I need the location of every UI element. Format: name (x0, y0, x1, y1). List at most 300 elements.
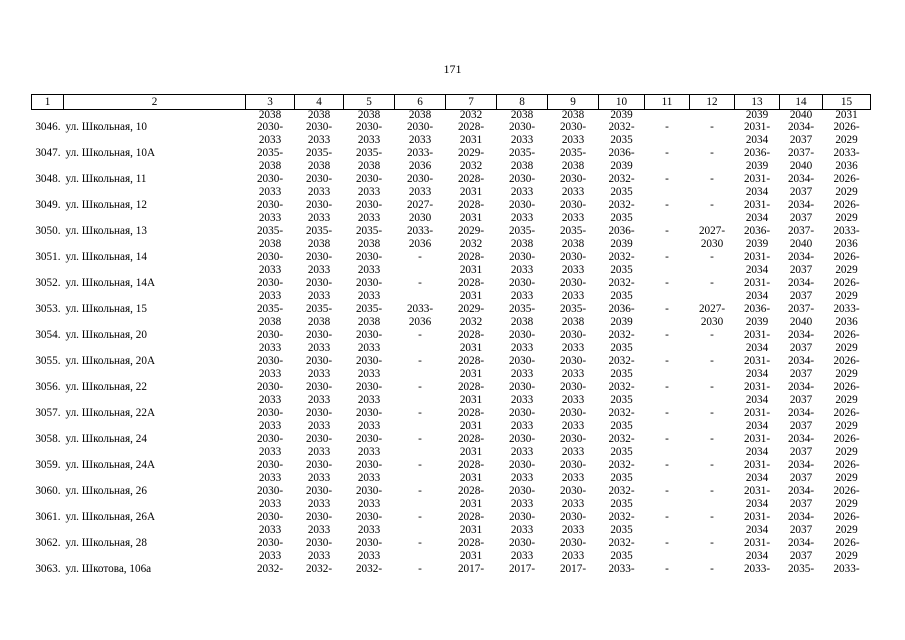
period-end-cell: 2033 (510, 394, 534, 406)
table-row-continuation (32, 134, 871, 147)
period-end-cell: 2033 (510, 342, 534, 354)
period-end-cell: 2031 (459, 472, 483, 484)
period-start-cell: 2037- (787, 147, 815, 159)
continuation-cell: 2039 (610, 109, 633, 121)
period-start-cell: 2034- (787, 407, 815, 419)
period-start-cell: 2035- (355, 303, 383, 315)
period-end-cell: 2038 (561, 316, 585, 328)
period-end-cell: 2034 (745, 290, 769, 302)
period-start-cell: - (710, 147, 714, 159)
period-start-cell: 2030- (355, 277, 383, 289)
period-start-cell: 2030- (305, 407, 333, 419)
period-end-cell: 2033 (357, 134, 381, 146)
period-start-cell: 2030- (256, 251, 284, 263)
period-end-cell: 2033 (561, 342, 585, 354)
table-row (32, 199, 871, 212)
period-start-cell: 2030- (406, 173, 434, 185)
period-start-cell: 2030- (559, 355, 587, 367)
period-end-cell: 2033 (357, 498, 381, 510)
period-start-cell: - (665, 303, 669, 315)
period-end-cell (645, 498, 690, 511)
period-start-cell: 2030- (508, 199, 536, 211)
period-end-cell: 2040 (789, 238, 813, 250)
period-start-cell: - (418, 407, 422, 419)
period-start-cell: 2028- (457, 381, 485, 393)
period-end-cell: 2029 (835, 186, 858, 198)
period-end-cell: 2039 (745, 316, 769, 328)
period-end-cell: 2033 (510, 524, 534, 536)
period-start-cell: 2030- (559, 199, 587, 211)
period-start-cell: 2030- (355, 511, 383, 523)
period-start-cell: 2034- (787, 537, 815, 549)
period-end-cell: 2032 (459, 238, 483, 250)
empty-cell (32, 498, 64, 511)
period-end-cell: 2031 (459, 524, 483, 536)
period-end-cell: 2037 (789, 550, 813, 562)
period-end-cell: 2033 (357, 446, 381, 458)
period-start-cell: 2030- (256, 433, 284, 445)
period-start-cell: 2033- (743, 563, 771, 575)
period-end-cell: 2038 (357, 238, 381, 250)
period-start-cell: 2030- (355, 537, 383, 549)
period-start-cell: 2035- (305, 225, 333, 237)
period-end-cell: 2031 (459, 394, 483, 406)
period-end-cell: 2037 (789, 524, 813, 536)
period-end-cell: 2033 (307, 550, 331, 562)
period-start-cell: - (665, 329, 669, 341)
period-start-cell: - (665, 225, 669, 237)
period-start-cell: 2032- (608, 485, 635, 497)
period-start-cell: 2027- (698, 225, 726, 237)
period-end-cell: 2033 (307, 264, 331, 276)
period-start-cell: 2030- (559, 251, 587, 263)
period-end-cell: 2029 (835, 550, 858, 562)
period-end-cell (395, 368, 446, 381)
column-header-5: 5 (344, 95, 395, 110)
period-start-cell: 2031- (743, 251, 771, 263)
period-start-cell: 2035- (559, 225, 587, 237)
period-start-cell: 2030- (305, 199, 333, 211)
period-end-cell: 2033 (561, 498, 585, 510)
period-end-cell: 2029 (835, 134, 858, 146)
period-start-cell: 2030- (508, 407, 536, 419)
period-start-cell: 2037- (787, 303, 815, 315)
period-end-cell: 2034 (745, 186, 769, 198)
period-start-cell: 2035- (305, 303, 333, 315)
column-header-3: 3 (246, 95, 295, 110)
period-start-cell: 2028- (457, 537, 485, 549)
period-start-cell: 2031- (743, 485, 771, 497)
period-end-cell: 2037 (789, 342, 813, 354)
period-end-cell (645, 342, 690, 355)
period-end-cell: 2033 (510, 446, 534, 458)
period-start-cell: 2026- (833, 537, 860, 549)
period-end-cell: 2037 (789, 290, 813, 302)
period-end-cell: 2033 (561, 134, 585, 146)
period-end-cell: 2029 (835, 446, 858, 458)
table-row (32, 355, 871, 368)
period-end-cell: 2031 (459, 134, 483, 146)
continuation-cell: 2032 (459, 109, 483, 121)
period-start-cell: 2034- (787, 355, 815, 367)
period-start-cell: 2030- (355, 251, 383, 263)
period-end-cell: 2038 (510, 238, 534, 250)
period-start-cell: 2033- (406, 303, 434, 315)
period-start-cell: 2031- (743, 329, 771, 341)
period-start-cell: 2031- (743, 355, 771, 367)
period-start-cell: - (665, 537, 669, 549)
period-end-cell (395, 264, 446, 277)
period-start-cell: 2030- (355, 121, 383, 133)
period-end-cell (690, 160, 735, 173)
period-start-cell: 2026- (833, 381, 860, 393)
period-start-cell: 2030- (305, 511, 333, 523)
period-start-cell: 2030- (355, 355, 383, 367)
period-start-cell: 2026- (833, 173, 860, 185)
period-start-cell: - (710, 459, 714, 471)
continuation-row (32, 110, 871, 122)
address-cell: ул. Школьная, 26 (65, 485, 147, 497)
period-end-cell: 2033 (258, 186, 282, 198)
period-start-cell: 2035- (305, 147, 333, 159)
period-end-cell: 2039 (610, 160, 633, 172)
period-end-cell: 2039 (610, 238, 633, 250)
period-start-cell: 2030- (355, 459, 383, 471)
table-row-continuation (32, 238, 871, 251)
period-start-cell: 2017- (508, 563, 536, 575)
empty-cell (32, 446, 64, 459)
address-cell: ул. Шкотова, 106а (65, 563, 152, 575)
empty-cell (32, 238, 64, 251)
period-end-cell: 2033 (357, 186, 381, 198)
empty-cell (64, 186, 246, 199)
period-start-cell: 2030- (406, 121, 434, 133)
period-end-cell (645, 394, 690, 407)
period-start-cell: 2030- (305, 381, 333, 393)
period-start-cell: 2033- (406, 147, 434, 159)
period-start-cell: 2032- (355, 563, 383, 575)
period-end-cell: 2034 (745, 264, 769, 276)
period-start-cell: - (710, 121, 714, 133)
period-end-cell (690, 134, 735, 147)
row-number: 3063. (35, 563, 61, 575)
period-start-cell: 2034- (787, 511, 815, 523)
table-row (32, 121, 871, 134)
period-start-cell: - (710, 355, 714, 367)
table-row-continuation (32, 264, 871, 277)
period-start-cell: - (418, 511, 422, 523)
period-start-cell: - (665, 485, 669, 497)
table-row (32, 329, 871, 342)
period-start-cell: 2030- (508, 511, 536, 523)
period-end-cell (645, 238, 690, 251)
period-start-cell: 2032- (305, 563, 333, 575)
period-end-cell: 2034 (745, 498, 769, 510)
empty-cell (32, 160, 64, 173)
period-end-cell: 2029 (835, 264, 858, 276)
period-end-cell (645, 420, 690, 433)
table-row-continuation (32, 186, 871, 199)
period-end-cell: 2038 (561, 160, 585, 172)
period-end-cell: 2035 (610, 368, 633, 380)
period-start-cell: - (418, 459, 422, 471)
period-end-cell: 2033 (510, 134, 534, 146)
period-start-cell: - (418, 251, 422, 263)
period-start-cell: - (710, 433, 714, 445)
period-end-cell (690, 498, 735, 511)
period-start-cell: 2034- (787, 459, 815, 471)
period-end-cell (645, 316, 690, 329)
period-start-cell: 2028- (457, 511, 485, 523)
period-start-cell: 2030- (508, 459, 536, 471)
period-end-cell: 2033 (258, 472, 282, 484)
period-end-cell: 2035 (610, 134, 633, 146)
period-end-cell: 2033 (561, 186, 585, 198)
period-start-cell: - (710, 511, 714, 523)
address-cell: ул. Школьная, 10 (65, 121, 147, 133)
period-end-cell: 2035 (610, 264, 633, 276)
period-start-cell: 2034- (787, 251, 815, 263)
period-end-cell: 2033 (561, 550, 585, 562)
period-start-cell: 2032- (608, 407, 635, 419)
address-cell: ул. Школьная, 26А (65, 511, 156, 523)
period-end-cell: 2031 (459, 186, 483, 198)
empty-cell (32, 342, 64, 355)
column-header-7: 7 (446, 95, 497, 110)
period-end-cell (690, 550, 735, 563)
period-start-cell: 2030- (256, 511, 284, 523)
period-start-cell: 2030- (256, 407, 284, 419)
period-end-cell: 2030 (408, 212, 432, 224)
period-end-cell: 2034 (745, 550, 769, 562)
period-end-cell: 2034 (745, 446, 769, 458)
table-row-continuation (32, 472, 871, 485)
period-end-cell: 2034 (745, 368, 769, 380)
column-header-14: 14 (780, 95, 823, 110)
period-end-cell: 2033 (307, 472, 331, 484)
period-end-cell: 2033 (258, 212, 282, 224)
table-row (32, 173, 871, 186)
period-end-cell: 2038 (258, 316, 282, 328)
period-end-cell: 2031 (459, 550, 483, 562)
period-start-cell: 2028- (457, 407, 485, 419)
empty-cell (64, 160, 246, 173)
period-end-cell (645, 264, 690, 277)
period-end-cell: 2037 (789, 368, 813, 380)
empty-cell (32, 524, 64, 537)
period-start-cell: 2029- (457, 225, 485, 237)
period-end-cell: 2033 (258, 290, 282, 302)
period-start-cell: 2030- (508, 251, 536, 263)
period-end-cell: 2031 (459, 290, 483, 302)
period-end-cell (690, 290, 735, 303)
period-start-cell: 2026- (833, 459, 860, 471)
period-end-cell: 2029 (835, 420, 858, 432)
period-start-cell: - (710, 251, 714, 263)
period-end-cell: 2033 (510, 290, 534, 302)
period-end-cell (395, 524, 446, 537)
address-cell: ул. Школьная, 14А (65, 277, 156, 289)
period-start-cell: 2030- (355, 381, 383, 393)
period-start-cell: 2029- (457, 303, 485, 315)
period-end-cell (395, 394, 446, 407)
period-end-cell: 2029 (835, 498, 858, 510)
period-start-cell: 2035- (355, 147, 383, 159)
period-start-cell: - (665, 251, 669, 263)
period-start-cell: 2031- (743, 121, 771, 133)
column-header-12: 12 (690, 95, 735, 110)
period-start-cell: 2030- (305, 537, 333, 549)
period-end-cell: 2033 (357, 420, 381, 432)
period-start-cell: - (418, 277, 422, 289)
empty-cell (32, 472, 64, 485)
empty-cell (32, 264, 64, 277)
period-end-cell: 2033 (307, 186, 331, 198)
period-end-cell (645, 212, 690, 225)
address-cell: ул. Школьная, 11 (65, 173, 147, 185)
period-end-cell: 2037 (789, 472, 813, 484)
period-end-cell: 2037 (789, 134, 813, 146)
period-end-cell (645, 186, 690, 199)
period-end-cell: 2037 (789, 446, 813, 458)
empty-cell (32, 212, 64, 225)
period-end-cell: 2033 (357, 290, 381, 302)
period-end-cell: 2038 (258, 238, 282, 250)
period-start-cell: 2034- (787, 199, 815, 211)
period-start-cell: - (418, 433, 422, 445)
row-number: 3058. (35, 433, 61, 445)
period-start-cell: 2030- (559, 173, 587, 185)
period-start-cell: 2030- (559, 121, 587, 133)
period-start-cell: 2035- (256, 147, 284, 159)
row-number: 3047. (35, 147, 61, 159)
period-end-cell: 2035 (610, 342, 633, 354)
period-start-cell: - (418, 563, 422, 575)
period-start-cell: 2032- (608, 277, 635, 289)
period-end-cell: 2033 (357, 342, 381, 354)
period-start-cell: 2035- (508, 225, 536, 237)
period-start-cell: 2032- (608, 433, 635, 445)
period-end-cell: 2038 (357, 160, 381, 172)
table-row-continuation (32, 160, 871, 173)
period-start-cell: 2030- (256, 537, 284, 549)
period-start-cell: - (710, 563, 714, 575)
period-end-cell: 2036 (408, 160, 432, 172)
continuation-cell: 2038 (357, 109, 381, 121)
period-start-cell: 2033- (833, 303, 860, 315)
period-end-cell: 2035 (610, 472, 633, 484)
empty-cell (64, 316, 246, 329)
period-start-cell: 2037- (787, 225, 815, 237)
period-start-cell: 2036- (743, 225, 771, 237)
row-number: 3055. (35, 355, 61, 367)
period-start-cell: 2030- (256, 485, 284, 497)
period-end-cell: 2035 (610, 420, 633, 432)
table-row (32, 485, 871, 498)
period-start-cell: 2030- (508, 173, 536, 185)
empty-cell (64, 472, 246, 485)
period-end-cell: 2033 (561, 472, 585, 484)
period-start-cell: 2028- (457, 199, 485, 211)
period-end-cell: 2033 (510, 212, 534, 224)
header-row (32, 95, 871, 110)
period-start-cell: 2028- (457, 277, 485, 289)
period-start-cell: 2030- (559, 537, 587, 549)
period-end-cell: 2033 (258, 446, 282, 458)
period-start-cell: 2032- (608, 355, 635, 367)
period-end-cell: 2037 (789, 264, 813, 276)
address-cell: ул. Школьная, 15 (65, 303, 147, 315)
period-start-cell: 2028- (457, 329, 485, 341)
period-end-cell (690, 420, 735, 433)
address-cell: ул. Школьная, 12 (65, 199, 147, 211)
period-end-cell: 2035 (610, 394, 633, 406)
period-end-cell: 2035 (610, 550, 633, 562)
period-end-cell: 2033 (258, 342, 282, 354)
period-start-cell: 2028- (457, 433, 485, 445)
period-end-cell: 2033 (561, 420, 585, 432)
period-start-cell: 2035- (355, 225, 383, 237)
empty-cell (64, 498, 246, 511)
row-number: 3046. (35, 121, 61, 133)
period-start-cell: 2030- (305, 329, 333, 341)
period-start-cell: 2036- (608, 225, 635, 237)
table-row (32, 147, 871, 160)
period-start-cell: 2032- (608, 173, 635, 185)
period-start-cell: 2035- (508, 147, 536, 159)
period-start-cell: 2034- (787, 121, 815, 133)
period-start-cell: - (665, 459, 669, 471)
column-header-9: 9 (548, 95, 599, 110)
period-end-cell: 2033 (258, 134, 282, 146)
period-end-cell: 2034 (745, 394, 769, 406)
period-end-cell: 2033 (510, 472, 534, 484)
period-start-cell: 2026- (833, 277, 860, 289)
period-end-cell: 2029 (835, 472, 858, 484)
address-cell: ул. Школьная, 10А (65, 147, 156, 159)
period-start-cell: - (665, 381, 669, 393)
table-row-continuation (32, 368, 871, 381)
row-number: 3056. (35, 381, 61, 393)
table-row (32, 459, 871, 472)
period-start-cell: 2032- (608, 121, 635, 133)
continuation-cell (645, 110, 690, 122)
period-end-cell: 2031 (459, 212, 483, 224)
empty-cell (32, 550, 64, 563)
address-cell: ул. Школьная, 22А (65, 407, 156, 419)
period-start-cell: 2031- (743, 277, 771, 289)
period-start-cell: 2028- (457, 251, 485, 263)
row-number: 3048. (35, 173, 61, 185)
period-end-cell: 2033 (258, 420, 282, 432)
table-row (32, 511, 871, 524)
period-start-cell: 2035- (559, 147, 587, 159)
period-start-cell: 2035- (559, 303, 587, 315)
period-start-cell: 2030- (256, 355, 284, 367)
period-start-cell: 2030- (256, 199, 284, 211)
period-start-cell: 2035- (256, 225, 284, 237)
empty-cell (64, 212, 246, 225)
period-start-cell: - (665, 121, 669, 133)
period-start-cell: 2034- (787, 173, 815, 185)
period-start-cell: - (665, 173, 669, 185)
period-end-cell: 2034 (745, 472, 769, 484)
period-end-cell: 2033 (357, 394, 381, 406)
period-end-cell: 2033 (258, 394, 282, 406)
period-start-cell: - (665, 511, 669, 523)
period-start-cell: 2031- (743, 173, 771, 185)
period-start-cell: 2030- (559, 433, 587, 445)
